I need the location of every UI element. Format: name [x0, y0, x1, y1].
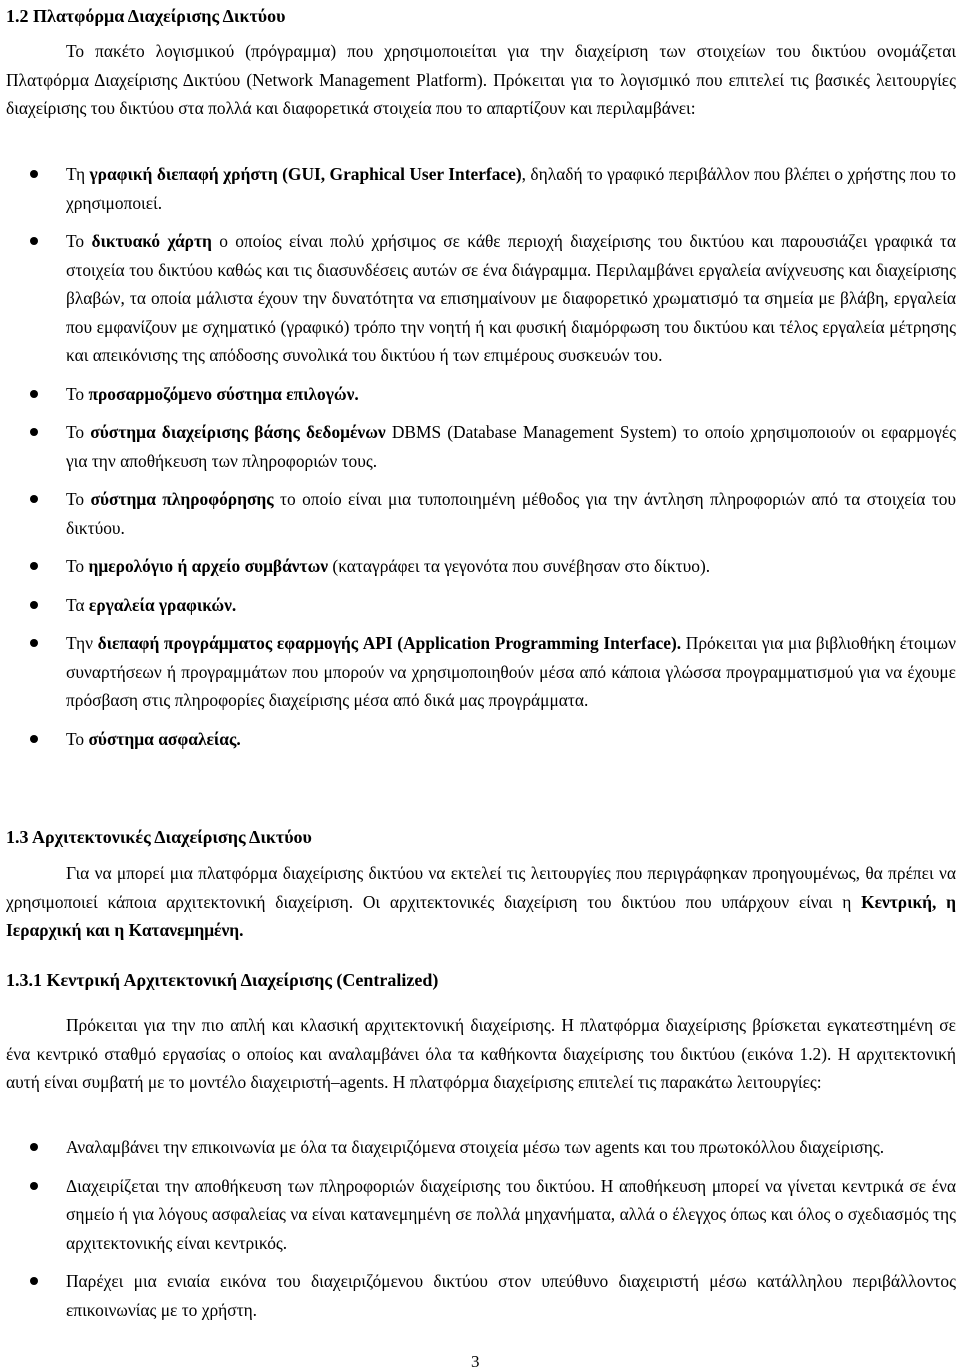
bullet-icon: [30, 1277, 38, 1285]
list-item: Το προσαρμοζόμενο σύστημα επιλογών.: [0, 380, 958, 409]
list-item: Αναλαμβάνει την επικοινωνία με όλα τα διαχειριζόμενα στοιχεία μέσω των agents και του πρωτοκόλλου διαχείρισης.: [0, 1133, 958, 1162]
bullet-icon: [30, 495, 38, 503]
list-item: Το σύστημα πληροφόρησης το οποίο είναι μια τυποποιημένη μέθοδος για την άντληση πληροφοριών από τα στοιχεία του δικτύου.: [0, 485, 958, 542]
section-heading-1-2: 1.2 Πλατφόρμα Διαχείρισης Δικτύου: [6, 6, 286, 26]
list-item: Τα εργαλεία γραφικών.: [0, 591, 958, 620]
bullet-icon: [30, 170, 38, 178]
bullet-icon: [30, 390, 38, 398]
bullet-icon: [30, 639, 38, 647]
list-item: Το σύστημα ασφαλείας.: [0, 725, 958, 754]
list-item: Το δικτυακό χάρτη ο οποίος είναι πολύ χρήσιμος σε κάθε περιοχή διαχείρισης του δικτύου και παρουσιάζει γραφικά τα στοιχεία του δικτύου καθώς και τις διασυνδέσεις αυτών σε ένα διάγραμμα. Περιλαμβάνει εργαλεία ανίχνευσης και διαχείρισης βλαβών, τα οποία μάλιστα έχουν την δυνατότητα να επισημαίνουν με διαφορετικό χρωματισμό τα σημεία με βλάβη, εργαλεία που εμφανίζουν με σχηματικό (γραφικό) τρόπο την νοητή ή και φυσική διαμόρφωση του δικτύου και τέλος εργαλεία μέτρησης και απεικόνισης της απόδοσης συνολικά του δικτύου ή των επιμέρους συσκευών του.: [0, 227, 958, 370]
section-heading-1-3: 1.3 Αρχιτεκτονικές Διαχείρισης Δικτύου: [6, 827, 312, 847]
bullet-icon: [30, 1182, 38, 1190]
section-1-3-paragraph: Για να μπορεί μια πλατφόρμα διαχείρισης δικτύου να εκτελεί τις λειτουργίες που περιγράφηκαν προηγουμένως, θα πρέπει να χρησιμοποιεί κάποια αρχιτεκτονική διαχείριση. Οι αρχιτεκτονικές διαχείριση του δικτύου που υπάρχουν είναι η Κεντρική, η Ιεραρχική και η Κατανεμημένη.: [6, 863, 957, 940]
list-item: Τη γραφική διεπαφή χρήστη (GUI, Graphical User Interface), δηλαδή το γραφικό περιβάλλον που βλέπει ο χρήστης που το χρησιμοποιεί.: [0, 160, 958, 217]
bullet-icon: [30, 735, 38, 743]
list-item: Παρέχει μια ενιαία εικόνα του διαχειριζόμενου δικτύου στον υπεύθυνο διαχειριστή μέσω κατάλληλου περιβάλλοντος επικοινωνίας με το χρήστη.: [0, 1267, 958, 1324]
bullet-icon: [30, 601, 38, 609]
page-number: 3: [471, 1352, 480, 1371]
platform-components-list: [0, 160, 958, 763]
section-heading-1-3-1: 1.3.1 Κεντρική Αρχιτεκτονική Διαχείρισης (Centralized): [6, 970, 439, 990]
centralized-functions-list: [0, 1133, 958, 1334]
bullet-icon: [30, 1143, 38, 1151]
list-item: Το σύστημα διαχείρισης βάσης δεδομένων DBMS (Database Management System) το οποίο χρησιμοποιούν οι εφαρμογές για την αποθήκευση των πληροφοριών τους.: [0, 418, 958, 475]
bullet-icon: [30, 562, 38, 570]
list-item: Την διεπαφή προγράμματος εφαρμογής API (Application Programming Interface). Πρόκειται για μια βιβλιοθήκη έτοιμων συναρτήσεων ή προγραμμάτων που μπορούν να χρησιμοποιηθούν μέσα από κάποια γλώσσα προγραμματισμού για να έχουμε πρόσβαση στις πληροφορίες διαχείρισης μέσα από δικά μας προγράμματα.: [0, 629, 958, 715]
section-1-3-1-paragraph: Πρόκειται για την πιο απλή και κλασική αρχιτεκτονική διαχείρισης. Η πλατφόρμα διαχείρισης βρίσκεται εγκατεστημένη σε ένα κεντρικό σταθμό εργασίας ο οποίος και αναλαμβάνει όλα τα καθήκοντα διαχείρισης του δικτύου (εικόνα 1.2). Η αρχιτεκτονική αυτή είναι συμβατή με το μοντέλο διαχειριστή–agents. Η πλατφόρμα διαχείρισης επιτελεί τις παρακάτω λειτουργίες:: [6, 1015, 956, 1092]
list-item: Το ημερολόγιο ή αρχείο συμβάντων (καταγράφει τα γεγονότα που συνέβησαν στο δίκτυο).: [0, 552, 958, 581]
bullet-icon: [30, 428, 38, 436]
bullet-icon: [30, 237, 38, 245]
list-item: Διαχειρίζεται την αποθήκευση των πληροφοριών διαχείρισης του δικτύου. Η αποθήκευση μπορεί να γίνεται κεντρικά σε ένα σημείο ή για λόγους ασφαλείας να είναι κατανεμημένη σε πολλά μηχανήματα, αλλά ο έλεγχος όπως και όλος ο σχεδιασμός της αρχιτεκτονικής είναι κεντρικός.: [0, 1172, 958, 1258]
section-1-2-intro: Το πακέτο λογισμικού (πρόγραμμα) που χρησιμοποιείται για την διαχείριση των στοιχείων του δικτύου ονομάζεται Πλατφόρμα Διαχείρισης Δικτύου (Network Management Platform). Πρόκειται για το λογισμικό που επιτελεί τις βασικές λειτουργίες διαχείρισης του δικτύου στα πολλά και διαφορετικά στοιχεία που το απαρτίζουν και περιλαμβάνει:: [6, 41, 956, 118]
